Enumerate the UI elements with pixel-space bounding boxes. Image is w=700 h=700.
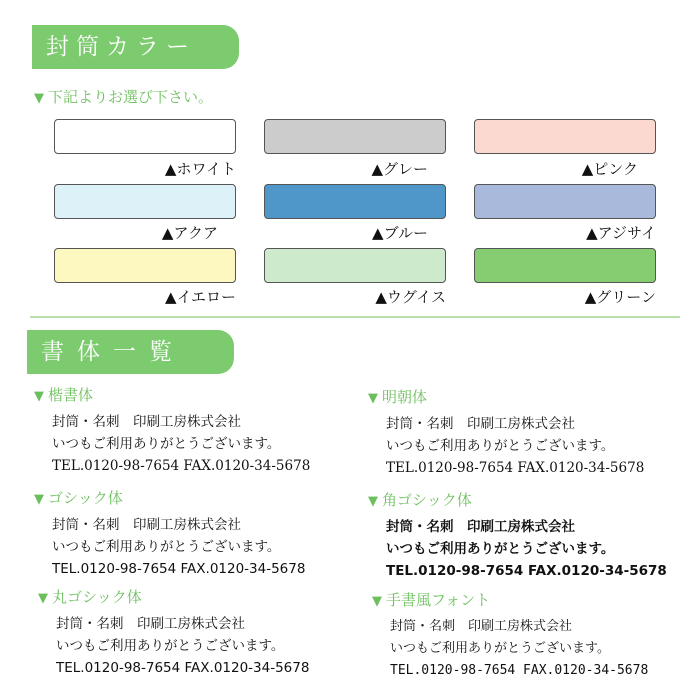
swatch-aqua[interactable]	[54, 184, 236, 219]
color-name: グレー	[382, 160, 428, 178]
font-name	[368, 386, 644, 407]
triangle-up-icon: ▲	[371, 160, 383, 178]
swatch-label-gray	[264, 158, 428, 179]
color-name: ブルー	[383, 224, 428, 242]
sample-line-3: TEL.0120-98-7654 FAX.0120-34-5678	[52, 458, 311, 474]
sample-line-3: TEL.0120-98-7654 FAX.0120-34-5678	[52, 561, 306, 577]
sample-line-3: TEL.0120-98-7654 FAX.0120-34-5678	[56, 660, 310, 676]
triangle-up-icon: ▲	[584, 288, 597, 306]
color-name: ホワイト	[176, 160, 236, 178]
sample-line-2: いつもご利用ありがとうございます。	[52, 539, 281, 555]
font-name-text: ゴシック体	[48, 489, 123, 507]
font-sample-gothic[interactable]	[34, 487, 305, 580]
color-name: アジサイ	[597, 224, 656, 242]
swatch-uguisu[interactable]	[264, 248, 446, 283]
sample-line-1: 封筒・名刺 印刷工房株式会社	[390, 619, 573, 634]
swatch-label-uguisu	[264, 286, 446, 307]
font-name	[38, 586, 309, 607]
sample-line-1: 封筒・名刺 印刷工房株式会社	[386, 519, 575, 535]
triangle-down-icon: ▼	[372, 594, 382, 609]
sample-line-3: TEL.0120-98-7654 FAX.0120-34-5678	[390, 663, 649, 678]
envelope-color-heading: 封筒カラー	[32, 25, 239, 69]
sample-line-1: 封筒・名刺 印刷工房株式会社	[56, 616, 245, 632]
font-sample-handwriting[interactable]	[372, 589, 648, 682]
font-sample-kaisho[interactable]	[34, 384, 310, 477]
font-sample-mincho[interactable]	[368, 386, 644, 479]
instruction-text: 下記よりお選び下さい。	[48, 88, 214, 106]
swatch-label-white	[54, 158, 236, 179]
swatch-label-green	[474, 286, 656, 307]
font-name-text: 明朝体	[382, 388, 428, 406]
swatch-label-aqua	[54, 222, 218, 243]
sample-line-3: TEL.0120-98-7654 FAX.0120-34-5678	[386, 460, 645, 476]
font-name-text: 手書風フォント	[386, 591, 491, 609]
sample-line-2: いつもご利用ありがとうございます。	[56, 638, 285, 654]
triangle-up-icon: ▲	[372, 224, 384, 242]
sample-line-1: 封筒・名刺 印刷工房株式会社	[52, 517, 241, 533]
triangle-down-icon: ▼	[34, 389, 44, 404]
selection-instruction	[34, 86, 213, 107]
triangle-down-icon: ▼	[34, 492, 44, 507]
section-divider	[30, 316, 680, 318]
swatch-blue[interactable]	[264, 184, 446, 219]
color-name: ピンク	[593, 160, 638, 178]
triangle-down-icon: ▼	[38, 591, 48, 606]
triangle-down-icon: ▼	[34, 91, 44, 106]
color-name: ウグイス	[386, 288, 446, 306]
triangle-up-icon: ▲	[164, 160, 177, 178]
font-sample-maru-gothic[interactable]	[38, 586, 309, 679]
sample-line-2: いつもご利用ありがとうございます。	[386, 438, 615, 454]
color-name: イエロー	[176, 288, 236, 306]
font-name	[368, 489, 667, 510]
triangle-down-icon: ▼	[368, 494, 378, 509]
font-name	[372, 589, 648, 610]
swatch-label-yellow	[54, 286, 236, 307]
sample-line-1: 封筒・名刺 印刷工房株式会社	[52, 414, 241, 430]
font-sample-kaku-gothic[interactable]	[368, 489, 667, 582]
swatch-label-hydrangea	[474, 222, 656, 243]
triangle-up-icon: ▲	[165, 288, 177, 306]
font-name-text: 楷書体	[48, 386, 94, 404]
triangle-down-icon: ▼	[368, 391, 378, 406]
sample-line-2: いつもご利用ありがとうございます。	[386, 541, 615, 557]
swatch-pink[interactable]	[474, 119, 656, 154]
font-name	[34, 487, 305, 508]
swatch-white[interactable]	[54, 119, 236, 154]
color-name: アクア	[173, 224, 218, 242]
sample-line-2: いつもご利用ありがとうございます。	[52, 436, 281, 452]
font-name-text: 角ゴシック体	[382, 491, 472, 509]
swatch-label-blue	[264, 222, 428, 243]
swatch-gray[interactable]	[264, 119, 446, 154]
color-name: グリーン	[596, 288, 656, 306]
sample-line-3: TEL.0120-98-7654 FAX.0120-34-5678	[386, 563, 667, 579]
swatch-label-pink	[474, 158, 638, 179]
triangle-up-icon: ▲	[581, 160, 594, 178]
font-name	[34, 384, 310, 405]
triangle-up-icon: ▲	[375, 288, 387, 306]
swatch-hydrangea[interactable]	[474, 184, 656, 219]
sample-line-2: いつもご利用ありがとうございます。	[390, 641, 610, 656]
swatch-green[interactable]	[474, 248, 656, 283]
font-list-heading: 書体一覧	[27, 330, 234, 374]
triangle-up-icon: ▲	[161, 224, 174, 242]
triangle-up-icon: ▲	[586, 224, 598, 242]
swatch-yellow[interactable]	[54, 248, 236, 283]
font-name-text: 丸ゴシック体	[52, 588, 142, 606]
sample-line-1: 封筒・名刺 印刷工房株式会社	[386, 416, 575, 432]
